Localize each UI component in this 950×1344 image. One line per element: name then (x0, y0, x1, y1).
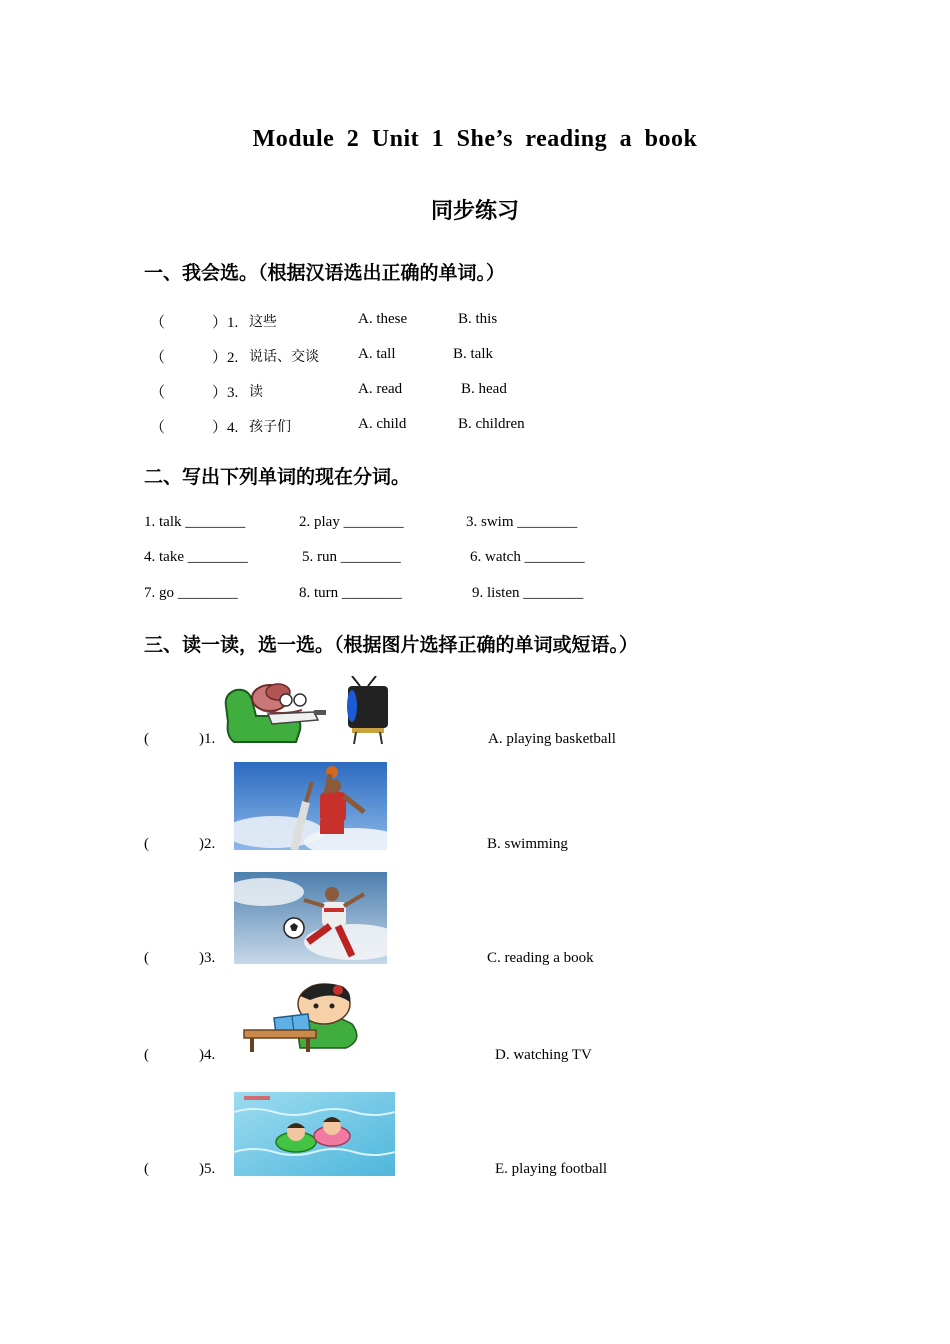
answer-paren-open: （ (150, 350, 166, 366)
answer-paren-open: ( (144, 950, 149, 966)
answer-paren-open: ( (144, 836, 149, 852)
question-chinese: 读 (249, 384, 263, 400)
option-a: A. these (358, 311, 408, 327)
question-number: ）4. (212, 420, 239, 436)
question-number: )4. (199, 1047, 216, 1063)
word-item-6: 6. watch ________ (470, 549, 585, 565)
question-number: )5. (199, 1161, 216, 1177)
question-number: )1. (199, 731, 216, 747)
answer-paren-open: ( (144, 1047, 149, 1063)
word-item-7: 7. go ________ (144, 585, 238, 601)
section2-heading: 二、写出下列单词的现在分词。 (144, 466, 411, 488)
word-item-9: 9. listen ________ (472, 585, 584, 601)
option-b: B. head (461, 381, 507, 397)
question-number: ）3. (212, 385, 239, 401)
option-a: A. child (358, 416, 407, 432)
option-b: B. children (458, 416, 525, 432)
question-2 (150, 346, 493, 367)
word-item-1: 1. talk ________ (144, 514, 246, 530)
picture-question-1 (144, 731, 216, 748)
basketball-player-photo (234, 762, 387, 850)
word-item-2: 2. play ________ (299, 514, 404, 530)
question-number: ）2. (212, 350, 239, 366)
option-a: A. read (358, 381, 403, 397)
picture-question-5 (144, 1161, 216, 1178)
word-item-8: 8. turn ________ (299, 585, 402, 601)
picture-question-4 (144, 1047, 216, 1064)
choice-b: B. swimming (487, 836, 568, 852)
picture-question-3 (144, 950, 216, 967)
answer-paren-open: （ (150, 420, 166, 436)
section3-heading: 三、读一读，选一选。（根据图片选择正确的单词或短语。） (144, 634, 639, 656)
question-number: )2. (199, 836, 216, 852)
question-1 (150, 311, 498, 332)
option-b: B. talk (453, 346, 493, 362)
word-item-5: 5. run ________ (302, 549, 401, 565)
option-a: A. tall (358, 346, 396, 362)
boy-reading-book-icon (234, 980, 370, 1054)
word-item-4: 4. take ________ (144, 549, 248, 565)
choice-e: E. playing football (495, 1161, 608, 1177)
question-4 (150, 416, 525, 437)
question-chinese: 说话、交谈 (249, 349, 319, 365)
option-b: B. this (458, 311, 498, 327)
word-item-3: 3. swim ________ (466, 514, 578, 530)
answer-paren-open: （ (150, 385, 166, 401)
answer-paren-open: ( (144, 731, 149, 747)
choice-c: C. reading a book (487, 950, 594, 966)
question-chinese: 这些 (249, 314, 277, 330)
answer-paren-open: （ (150, 315, 166, 331)
section1-heading: 一、我会选。（根据汉语选出正确的单词。） (144, 262, 506, 284)
page-title: Module 2 Unit 1 She’s reading a book (252, 126, 698, 152)
children-swimming-photo (234, 1092, 395, 1176)
question-number: )3. (199, 950, 216, 966)
answer-paren-open: ( (144, 1161, 149, 1177)
football-player-photo (234, 872, 387, 964)
choice-a: A. playing basketball (488, 731, 616, 747)
question-chinese: 孩子们 (249, 419, 291, 435)
man-watching-tv-icon (222, 676, 392, 746)
page-subtitle: 同步练习 (430, 199, 519, 224)
question-number: ）1. (212, 315, 239, 331)
question-3 (150, 381, 507, 402)
choice-d: D. watching TV (495, 1047, 592, 1063)
picture-question-2 (144, 836, 216, 853)
